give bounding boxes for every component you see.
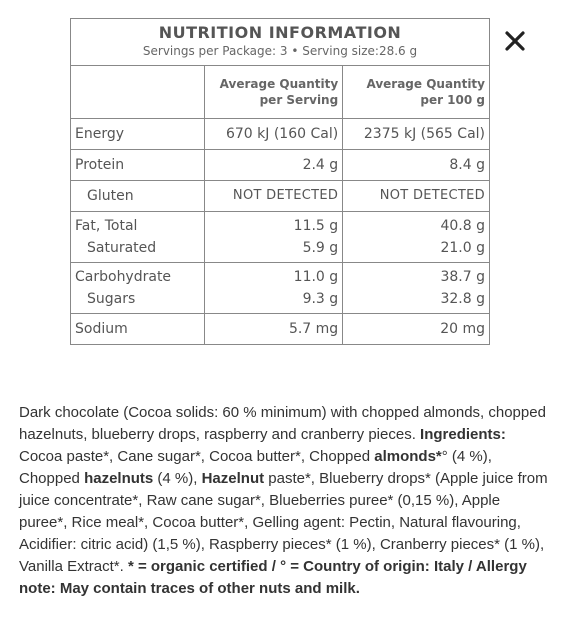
row-label: Carbohydrate Sugars bbox=[71, 263, 205, 314]
empty-header-cell bbox=[71, 66, 205, 119]
row-label: Energy bbox=[71, 119, 205, 150]
value-per-100g: 40.8 g 21.0 g bbox=[343, 212, 490, 263]
value-per-100g: 38.7 g 32.8 g bbox=[343, 263, 490, 314]
column-header-per-100g: Average Quantity per 100 g bbox=[343, 66, 490, 119]
nutrition-header bbox=[71, 19, 490, 66]
value-per-100g: NOT DETECTED bbox=[343, 181, 490, 212]
value-per-100g: 20 mg bbox=[343, 314, 490, 345]
product-description: Dark chocolate (Cocoa solids: 60 % minimum) with chopped almonds, chopped hazelnuts, blueberry drops, raspberry and cranberry pieces. Ingredients: Cocoa paste*, Cane sugar*, Cocoa butter*, Chopped almonds*° (4 %), Chopped hazelnuts (4 %), Hazelnut paste*, Blueberry drops* (Apple juice from juice concentrate*, Raw cane sugar*, Blueberries puree* (0,15 %), Apple puree*, Rice meal*, Cocoa butter*, Gelling agent: Pectin, Natural flavouring, Acidifier: citric acid) (1,5 %), Raspberry pieces* (1 %), Cranberry pieces* (1 %), Vanilla Extract*. * = organic certified / ° = Country of origin: Italy / Allergy note: May contain traces of other nuts and milk. bbox=[19, 404, 548, 597]
row-label: Fat, Total Saturated bbox=[71, 212, 205, 263]
close-button[interactable] bbox=[504, 30, 526, 52]
row-label: Gluten bbox=[71, 181, 205, 212]
description-intro: Dark chocolate (Cocoa solids: 60 % minimum) with chopped almonds, chopped hazelnuts, blueberry drops, raspberry and cranberry pieces. bbox=[19, 404, 546, 443]
table-row-carbohydrate bbox=[71, 263, 490, 314]
table-row-protein bbox=[71, 150, 490, 181]
close-icon bbox=[504, 30, 526, 52]
ingredients-label: Ingredients: bbox=[420, 426, 506, 443]
table-row-gluten bbox=[71, 181, 490, 212]
footnote: * = organic certified / ° = Country of origin: Italy / Allergy note: May contain traces of other nuts and milk. bbox=[19, 558, 527, 597]
column-header-per-serving: Average Quantity per Serving bbox=[204, 66, 343, 119]
column-header-row bbox=[71, 66, 490, 119]
value-per-serving: 2.4 g bbox=[204, 150, 343, 181]
value-per-serving: NOT DETECTED bbox=[204, 181, 343, 212]
value-per-serving: 5.7 mg bbox=[204, 314, 343, 345]
value-per-serving: 11.5 g 5.9 g bbox=[204, 212, 343, 263]
allergen-almonds: almonds* bbox=[374, 448, 442, 465]
nutrition-panel bbox=[70, 18, 490, 345]
value-per-serving: 670 kJ (160 Cal) bbox=[204, 119, 343, 150]
row-label: Sodium bbox=[71, 314, 205, 345]
nutrition-title: NUTRITION INFORMATION bbox=[158, 23, 402, 42]
table-row-fat bbox=[71, 212, 490, 263]
row-label: Protein bbox=[71, 150, 205, 181]
allergen-hazelnuts: hazelnuts bbox=[84, 470, 154, 487]
table-row-energy bbox=[71, 119, 490, 150]
value-per-serving: 11.0 g 9.3 g bbox=[204, 263, 343, 314]
servings-info: Servings per Package: 3 • Serving size:28.6 g bbox=[142, 44, 418, 58]
value-per-100g: 2375 kJ (565 Cal) bbox=[343, 119, 490, 150]
table-row-sodium bbox=[71, 314, 490, 345]
allergen-hazelnut: Hazelnut bbox=[201, 470, 265, 487]
value-per-100g: 8.4 g bbox=[343, 150, 490, 181]
nutrition-table bbox=[70, 18, 490, 345]
